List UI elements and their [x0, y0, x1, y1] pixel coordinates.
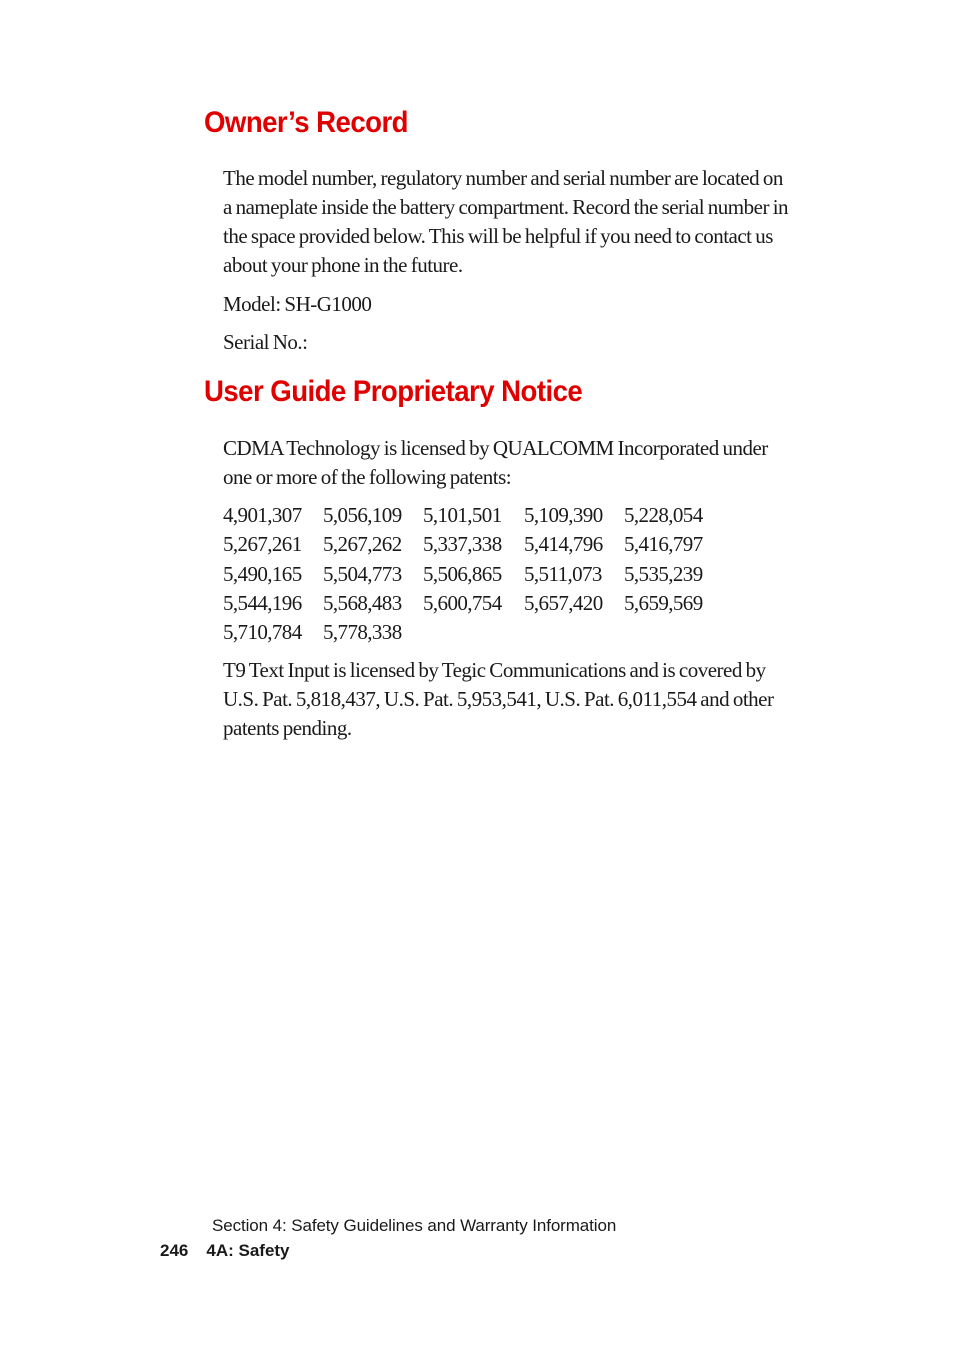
- footer-section-title: Section 4: Safety Guidelines and Warranty Information: [212, 1216, 617, 1235]
- patent-number: 5,600,754: [423, 590, 502, 615]
- patent-number: 5,056,109: [323, 503, 402, 527]
- patent-number: 5,228,054: [624, 503, 703, 527]
- serial-number-label: Serial No.:: [223, 330, 308, 354]
- patent-number: 4,901,307: [223, 503, 302, 527]
- patent-number: 5,267,261: [223, 532, 302, 557]
- owners-record-intro: The model number, regulatory number and serial number are located on a nameplate inside the battery compartment. Record the serial number in the space provided below. This will be helpful if you need to contact us about your phone in the future.: [223, 166, 789, 277]
- patent-number: 5,109,390: [524, 503, 603, 527]
- proprietary-notice-heading: User Guide Proprietary Notice: [204, 375, 583, 408]
- patent-number: 5,710,784: [223, 620, 302, 645]
- patent-number: 5,544,196: [223, 590, 302, 615]
- page-number: 246: [160, 1241, 189, 1260]
- patent-number: 5,414,796: [524, 532, 603, 557]
- patent-number: 5,657,420: [524, 590, 603, 615]
- patent-number: 5,778,338: [323, 620, 402, 645]
- patent-number: 5,101,501: [423, 503, 502, 527]
- patent-list: [223, 501, 724, 647]
- patent-number: 5,337,338: [423, 532, 502, 557]
- patent-number: 5,267,262: [323, 532, 402, 557]
- t9-license-text: T9 Text Input is licensed by Tegic Communications and is covered by U.S. Pat. 5,818,437, U.S. Pat. 5,953,541, U.S. Pat. 6,011,554 and other patents pending.: [223, 658, 774, 740]
- patent-number: 5,659,569: [624, 590, 703, 615]
- model-number: Model: SH-G1000: [223, 292, 372, 316]
- patent-number: 5,568,483: [323, 590, 402, 615]
- patent-number: 5,416,797: [624, 532, 703, 557]
- patent-number: 5,490,165: [223, 561, 302, 586]
- patent-number: 5,506,865: [423, 561, 502, 586]
- patent-number: 5,504,773: [323, 561, 402, 586]
- owners-record-heading: Owner’s Record: [204, 106, 408, 139]
- chapter-label: 4A: Safety: [206, 1241, 290, 1260]
- cdma-license-text: CDMA Technology is licensed by QUALCOMM Incorporated under one or more of the following patents:: [223, 436, 768, 489]
- footer-page-info: [160, 1240, 290, 1262]
- patent-number: 5,535,239: [624, 561, 703, 586]
- patent-number: 5,511,073: [524, 561, 602, 586]
